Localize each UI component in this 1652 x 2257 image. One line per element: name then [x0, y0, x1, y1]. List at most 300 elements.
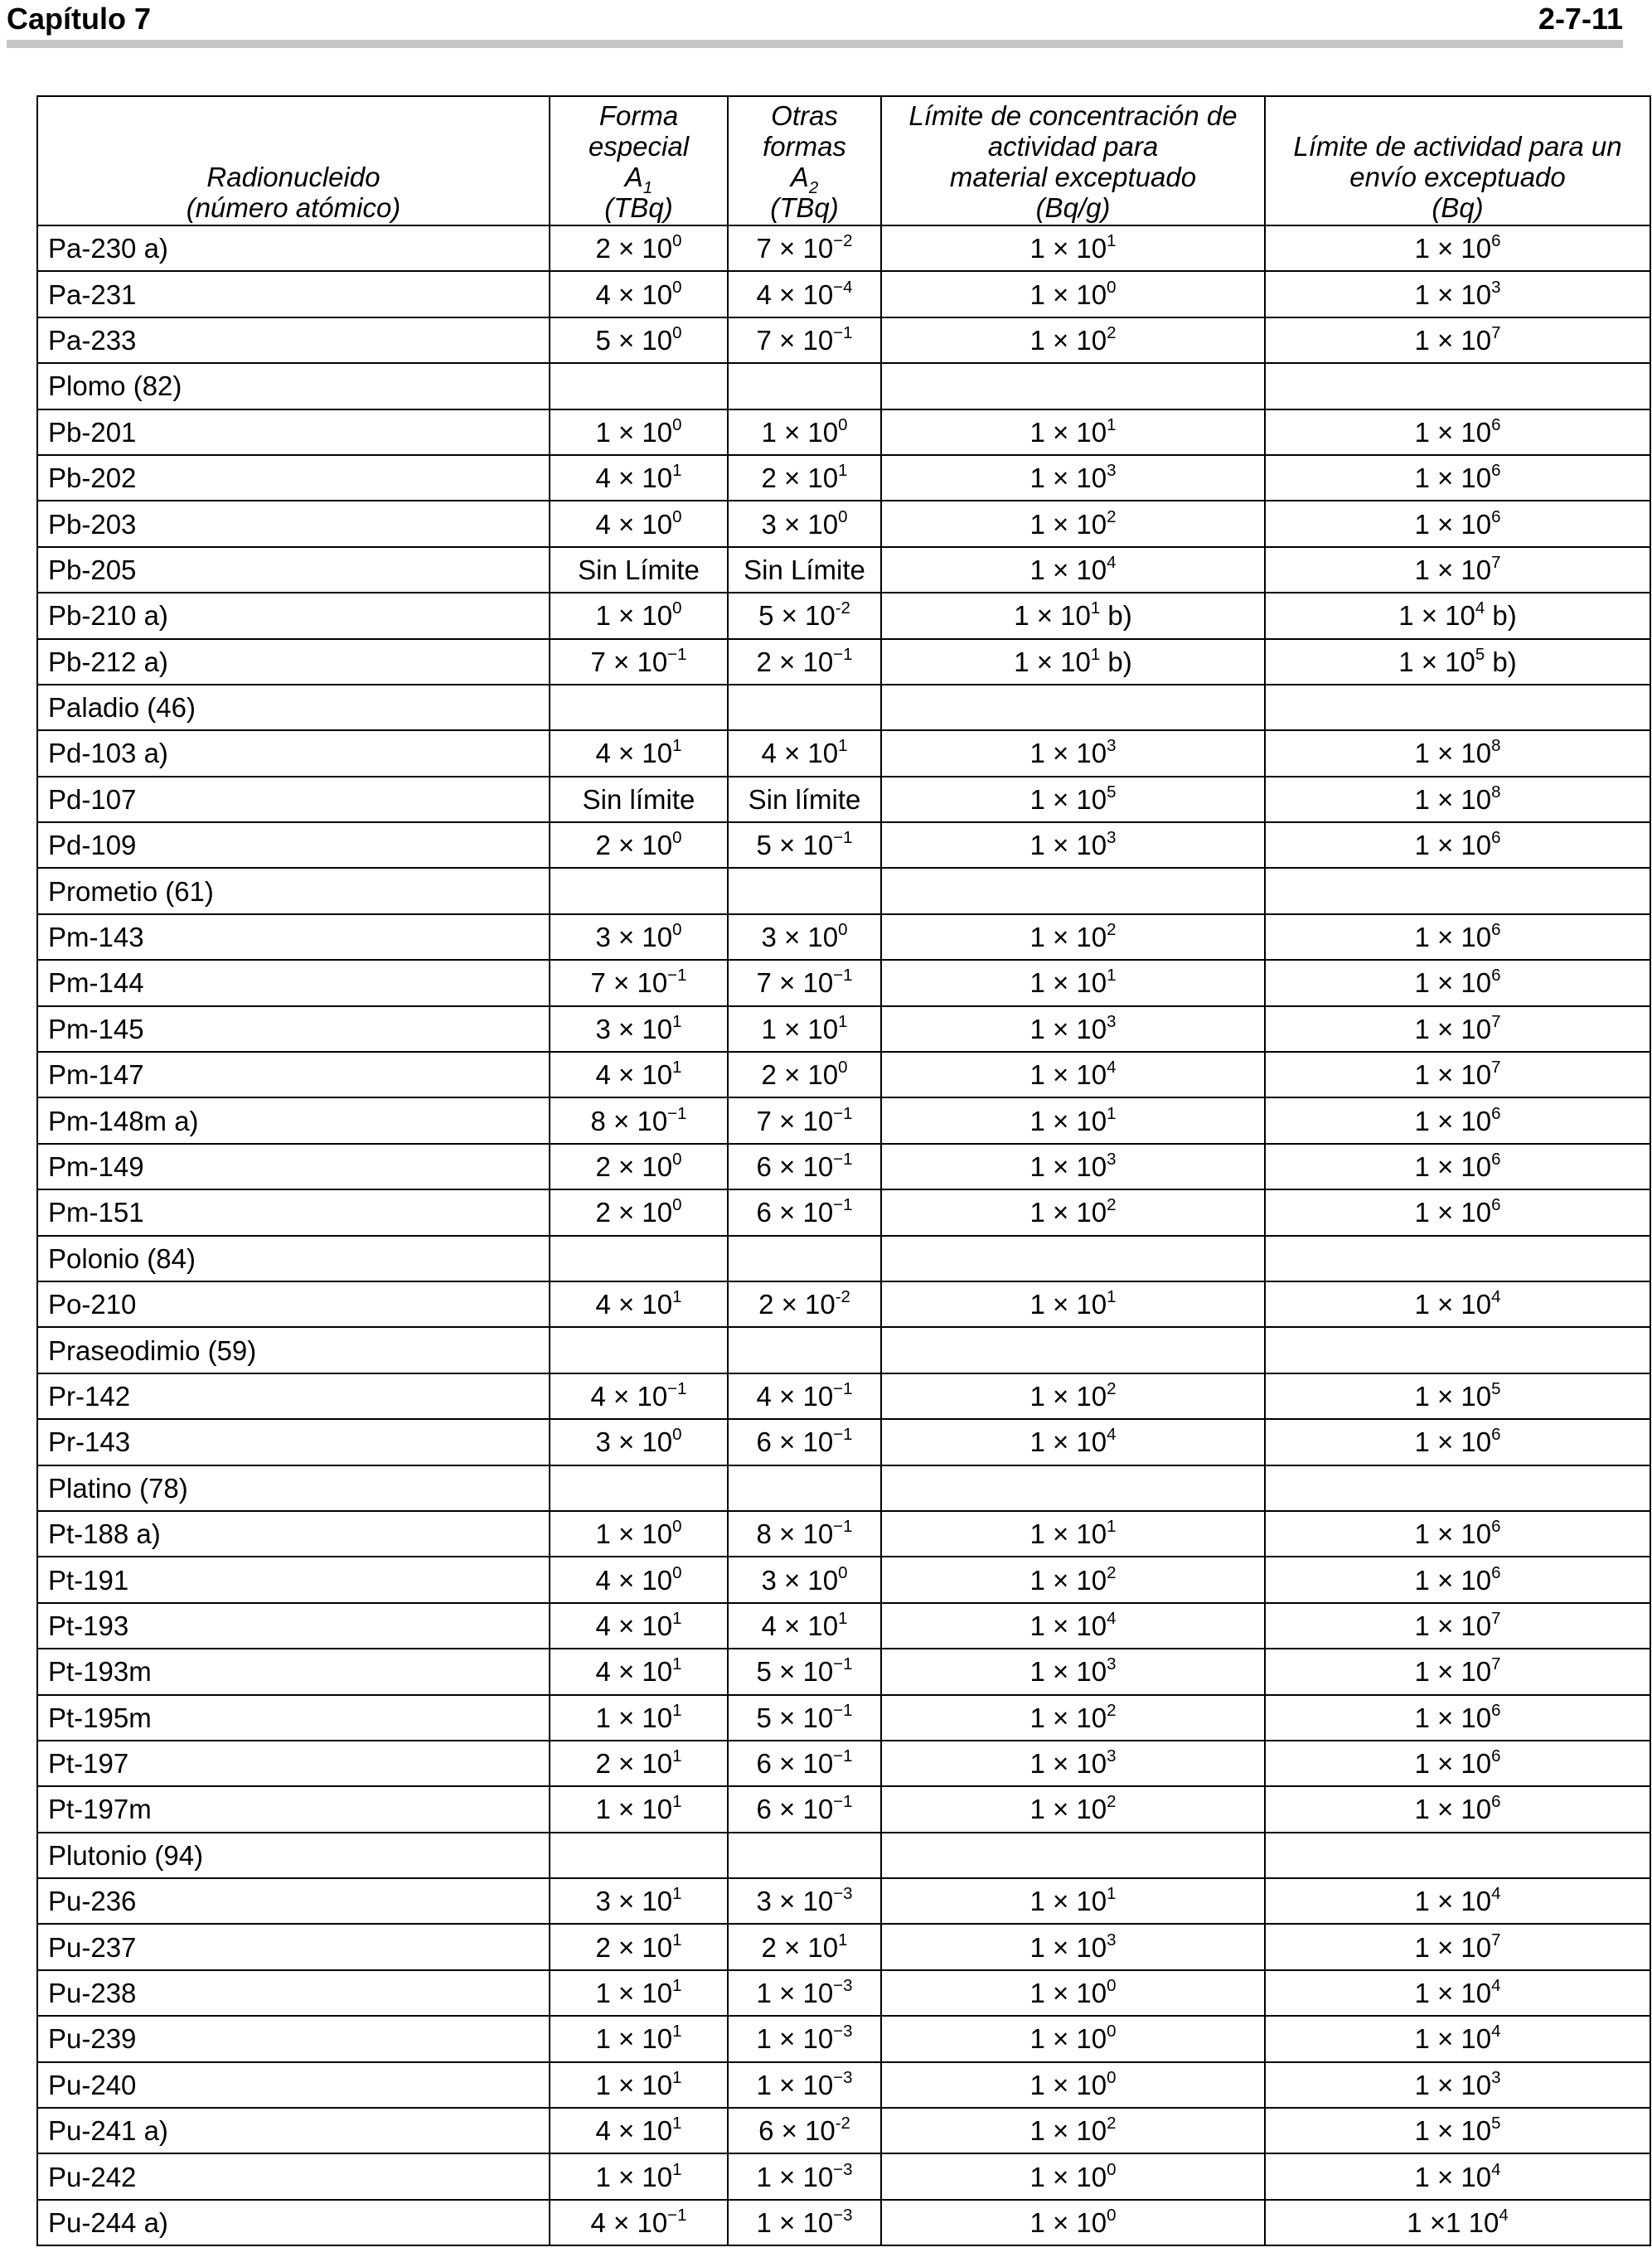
cell-exponent: 3: [1107, 736, 1117, 756]
cell-base: 5 × 10: [756, 1702, 834, 1733]
cell-exponent: 6: [1491, 1792, 1501, 1812]
radionuclide-cell: Pu-242: [37, 2153, 550, 2199]
table-row: [37, 317, 1650, 363]
cell-base: 2 × 10: [595, 1151, 673, 1182]
cell-exponent: 6: [1491, 1562, 1501, 1582]
cell-base: 1 × 10: [595, 2161, 673, 2192]
value-cell: [550, 409, 728, 455]
cell-exponent: 2: [1107, 1562, 1117, 1582]
value-cell: [550, 501, 728, 546]
cell-exponent: 3: [1107, 1930, 1117, 1949]
cell-exponent: -2: [835, 598, 850, 618]
cell-base: 4 × 10: [595, 1656, 673, 1688]
cell-base: 7 × 10: [756, 233, 834, 264]
value-cell: [550, 1465, 728, 1511]
header-subscript: 1: [642, 178, 653, 197]
cell-base: 1 × 10: [1414, 1518, 1492, 1550]
value-cell: [550, 2200, 728, 2245]
cell-exponent: 4: [1491, 1884, 1501, 1904]
page-number: 2-7-11: [1538, 2, 1623, 36]
header-unit: (TBq): [604, 192, 673, 223]
radionuclide-cell: Pd-107: [37, 777, 550, 822]
value-cell: [881, 2200, 1265, 2245]
cell-exponent: 7: [1491, 1608, 1501, 1628]
cell-base: 3 × 10: [595, 922, 673, 953]
cell-base: 1 × 10: [1029, 2161, 1107, 2192]
cell-exponent: 4: [1491, 1976, 1501, 1996]
value-cell: [881, 1786, 1265, 1832]
cell-base: 1 × 10: [595, 600, 673, 632]
value-cell: [728, 1878, 881, 1924]
cell-base: 1 × 10: [1029, 1794, 1107, 1825]
cell-exponent: −4: [833, 277, 853, 297]
cell-exponent: 6: [1491, 461, 1501, 481]
cell-base: 1 × 10: [1029, 1289, 1107, 1320]
value-cell: [881, 1144, 1265, 1189]
value-cell: [728, 777, 881, 822]
cell-base: 1 × 10: [1029, 2023, 1107, 2055]
cell-exponent: 0: [1107, 1976, 1117, 1996]
cell-text: Sin límite: [748, 783, 861, 815]
value-cell: [881, 455, 1265, 501]
cell-base: 2 × 10: [595, 233, 673, 264]
cell-base: 1 × 10: [1029, 416, 1107, 448]
value-cell: [550, 2016, 728, 2061]
cell-exponent: −1: [833, 828, 853, 848]
value-cell: [728, 593, 881, 638]
cell-exponent: 0: [672, 1195, 682, 1215]
cell-base: 1 × 10: [1414, 416, 1492, 448]
cell-exponent: −1: [667, 1103, 687, 1123]
value-cell: [881, 1006, 1265, 1052]
cell-exponent: 1: [672, 2067, 682, 2087]
radionuclide-cell: Paladio (46): [37, 685, 550, 730]
value-cell: [728, 1144, 881, 1189]
value-cell: [881, 1878, 1265, 1924]
cell-base: 1 × 10: [1029, 1013, 1107, 1044]
value-cell: [1265, 730, 1650, 776]
cell-base: 1 × 10: [1029, 554, 1107, 585]
value-cell: [881, 1833, 1265, 1878]
cell-base: 2 × 10: [595, 1197, 673, 1228]
value-cell: [1265, 1006, 1650, 1052]
cell-exponent: 1: [672, 2159, 682, 2179]
cell-base: 1 × 10: [1029, 1748, 1107, 1780]
value-cell: [881, 1924, 1265, 1969]
table-row: [37, 593, 1650, 638]
cell-base: 5 × 10: [756, 830, 834, 861]
cell-exponent: 1: [672, 1654, 682, 1674]
cell-base: 1 × 10: [1414, 1610, 1492, 1641]
value-cell: [728, 1557, 881, 1602]
value-cell: [1265, 1511, 1650, 1557]
radionuclide-cell: Pd-103 a): [37, 730, 550, 776]
value-cell: [728, 1786, 881, 1832]
cell-exponent: 6: [1491, 1746, 1501, 1766]
cell-exponent: 3: [1107, 461, 1117, 481]
value-cell: [881, 777, 1265, 822]
value-cell: [881, 868, 1265, 913]
cell-base: 1 × 10: [1414, 1564, 1492, 1596]
value-cell: [1265, 363, 1650, 409]
cell-base: 1 × 10: [1029, 1656, 1107, 1688]
cell-exponent: 3: [1107, 1746, 1117, 1766]
table-row: [37, 455, 1650, 501]
cell-base: 1 × 10: [1414, 1794, 1492, 1825]
value-cell: [728, 1419, 881, 1465]
radionuclide-cell: Pm-147: [37, 1052, 550, 1097]
table-header-row: [37, 96, 1650, 225]
cell-exponent: 6: [1491, 1103, 1501, 1123]
cell-base: 1 × 10: [1414, 1105, 1492, 1136]
cell-exponent: 0: [838, 414, 848, 434]
value-cell: [550, 1786, 728, 1832]
value-cell: [728, 2153, 881, 2199]
cell-base: 7 × 10: [756, 967, 834, 999]
cell-base: 8 × 10: [590, 1105, 668, 1136]
cell-exponent: 6: [1491, 231, 1501, 251]
cell-exponent: 1: [838, 736, 848, 756]
cell-exponent: −2: [833, 231, 853, 251]
cell-exponent: 0: [672, 1517, 682, 1537]
value-cell: [728, 1924, 881, 1969]
value-cell: [550, 225, 728, 271]
value-cell: [1265, 1603, 1650, 1649]
value-cell: [1265, 455, 1650, 501]
value-cell: [728, 1695, 881, 1741]
cell-base: 4 × 10: [756, 278, 834, 310]
table-row: [37, 1006, 1650, 1052]
value-cell: [1265, 1557, 1650, 1602]
cell-base: 1 × 10: [1029, 278, 1107, 310]
cell-base: 1 × 10: [1029, 1610, 1107, 1641]
radionuclide-cell: Pb-205: [37, 547, 550, 593]
cell-base: 1 × 10: [1414, 1197, 1492, 1228]
value-cell: [1265, 1189, 1650, 1235]
value-cell: [1265, 271, 1650, 317]
cell-base: 1 × 10: [595, 1794, 673, 1825]
cell-exponent: −1: [833, 1195, 853, 1215]
header-line: formas: [763, 131, 846, 162]
header-line: Límite de actividad para un: [1293, 131, 1622, 162]
value-cell: [1265, 1741, 1650, 1786]
cell-exponent: 0: [1107, 2067, 1117, 2087]
header-line: actividad para: [987, 131, 1159, 162]
header-line: Otras: [771, 100, 838, 131]
value-cell: [1265, 1327, 1650, 1373]
cell-exponent: 6: [1491, 1150, 1501, 1169]
cell-base: 1 × 10: [1414, 463, 1492, 494]
cell-exponent: −1: [667, 966, 687, 986]
cell-exponent: 1: [1090, 598, 1101, 618]
cell-base: 1 × 10: [756, 2206, 834, 2238]
value-cell: [881, 317, 1265, 363]
cell-base: 1 × 10: [1414, 2161, 1492, 2192]
value-cell: [881, 1603, 1265, 1649]
value-cell: [550, 1006, 728, 1052]
cell-base: 1 × 10: [756, 1978, 834, 2009]
value-cell: [1265, 822, 1650, 868]
cell-exponent: 1: [1107, 1287, 1117, 1307]
value-cell: [728, 547, 881, 593]
radionuclide-cell: Pa-233: [37, 317, 550, 363]
cell-base: 7 × 10: [756, 324, 834, 356]
value-cell: [881, 1970, 1265, 2016]
table-row: [37, 960, 1650, 1005]
cell-base: 1 × 10: [1029, 2206, 1107, 2238]
cell-base: 6 × 10: [756, 1151, 834, 1182]
cell-base: 6 × 10: [756, 1748, 834, 1780]
cell-exponent: 1: [1107, 966, 1117, 986]
value-cell: [1265, 1786, 1650, 1832]
value-cell: [550, 639, 728, 685]
cell-exponent: 5: [1491, 1378, 1501, 1398]
cell-exponent: −1: [833, 1150, 853, 1169]
value-cell: [881, 593, 1265, 638]
value-cell: [728, 2200, 881, 2245]
cell-exponent: 1: [672, 1608, 682, 1628]
table-row: [37, 914, 1650, 960]
table-row: [37, 1924, 1650, 1969]
radionuclide-cell: Pt-193: [37, 1603, 550, 1649]
radionuclide-cell: Polonio (84): [37, 1236, 550, 1281]
value-cell: [881, 409, 1265, 455]
cell-exponent: 4: [1107, 1608, 1117, 1628]
cell-base: 1 × 10: [1414, 1426, 1492, 1458]
cell-base: 4 × 10: [595, 2115, 673, 2147]
value-cell: [728, 1511, 881, 1557]
value-cell: [881, 1465, 1265, 1511]
cell-base: 3 × 10: [595, 1013, 673, 1044]
cell-exponent: 8: [1491, 736, 1501, 756]
value-cell: [881, 1097, 1265, 1143]
cell-exponent: 1: [672, 1011, 682, 1031]
cell-exponent: 7: [1491, 1930, 1501, 1949]
header-subscript: 2: [808, 178, 819, 197]
cell-base: 4 × 10: [595, 508, 673, 540]
radionuclide-cell: Pb-201: [37, 409, 550, 455]
cell-base: 1 × 10: [1414, 967, 1492, 999]
value-cell: [1265, 1465, 1650, 1511]
cell-exponent: −1: [833, 1425, 853, 1445]
value-cell: [550, 1281, 728, 1327]
value-cell: [1265, 2200, 1650, 2245]
cell-base: 1 × 10: [595, 1978, 673, 2009]
table-row: [37, 2200, 1650, 2245]
value-cell: [881, 1236, 1265, 1281]
cell-base: 1 ×1 10: [1407, 2206, 1499, 2238]
radionuclide-cell: Pr-142: [37, 1373, 550, 1419]
cell-exponent: 4: [1491, 2022, 1501, 2041]
cell-exponent: 0: [672, 506, 682, 526]
value-cell: [881, 501, 1265, 546]
value-cell: [1265, 1281, 1650, 1327]
value-cell: [728, 1236, 881, 1281]
value-cell: [728, 822, 881, 868]
cell-exponent: 1: [838, 1011, 848, 1031]
value-cell: [1265, 1649, 1650, 1694]
cell-base: 1 × 10: [1414, 2115, 1492, 2147]
value-cell: [728, 271, 881, 317]
value-cell: [1265, 501, 1650, 546]
cell-base: 1 × 10: [1029, 1978, 1107, 2009]
cell-exponent: 1: [672, 1746, 682, 1766]
value-cell: [728, 455, 881, 501]
cell-exponent: 1: [672, 461, 682, 481]
cell-base: 1 × 10: [1029, 967, 1107, 999]
table-row: [37, 1097, 1650, 1143]
cell-base: 4 × 10: [590, 2206, 668, 2238]
cell-exponent: −1: [833, 644, 853, 664]
value-cell: [1265, 1419, 1650, 1465]
radionuclide-cell: Pm-144: [37, 960, 550, 1005]
value-cell: [881, 822, 1265, 868]
cell-base: 1 × 10: [1414, 278, 1492, 310]
radionuclide-cell: Pu-236: [37, 1878, 550, 1924]
radionuclide-cell: Pt-197: [37, 1741, 550, 1786]
value-cell: [550, 1144, 728, 1189]
value-cell: [881, 914, 1265, 960]
value-cell: [881, 1557, 1265, 1602]
value-cell: [728, 1649, 881, 1694]
element-group-row: [37, 1833, 1650, 1878]
cell-exponent: 2: [1107, 1378, 1117, 1398]
radionuclide-cell: Pm-145: [37, 1006, 550, 1052]
radionuclide-cell: Pu-244 a): [37, 2200, 550, 2245]
value-cell: [1265, 1097, 1650, 1143]
col-header-radionuclide: [37, 96, 550, 225]
value-cell: [728, 639, 881, 685]
col-header-special-form: [550, 96, 728, 225]
value-cell: [881, 1281, 1265, 1327]
cell-base: 1 × 10: [1414, 1931, 1492, 1963]
cell-exponent: 4: [1475, 598, 1485, 618]
cell-exponent: 1: [672, 1976, 682, 1996]
header-symbol: A: [624, 162, 643, 192]
cell-base: 4 × 10: [595, 278, 673, 310]
value-cell: [1265, 1695, 1650, 1741]
value-cell: [550, 363, 728, 409]
cell-base: 1 × 10: [1414, 922, 1492, 953]
cell-base: 1 × 10: [1414, 1151, 1492, 1182]
value-cell: [881, 2016, 1265, 2061]
value-cell: [728, 1833, 881, 1878]
cell-exponent: 7: [1491, 1654, 1501, 1674]
cell-base: 1 × 10: [1014, 646, 1091, 677]
cell-base: 1 × 10: [1029, 1105, 1107, 1136]
cell-base: 8 × 10: [756, 1518, 834, 1550]
radionuclide-cell: Pm-148m a): [37, 1097, 550, 1143]
value-cell: [881, 1511, 1265, 1557]
value-cell: [728, 960, 881, 1005]
radionuclide-cell: Platino (78): [37, 1465, 550, 1511]
cell-exponent: 0: [1107, 2022, 1117, 2041]
value-cell: [1265, 1970, 1650, 2016]
table-row: [37, 271, 1650, 317]
value-cell: [1265, 1144, 1650, 1189]
value-cell: [881, 1419, 1265, 1465]
value-cell: [728, 685, 881, 730]
cell-exponent: −1: [833, 322, 853, 342]
element-group-row: [37, 1327, 1650, 1373]
value-cell: [1265, 639, 1650, 685]
value-cell: [881, 1052, 1265, 1097]
cell-base: 1 × 10: [1029, 922, 1107, 953]
cell-base: 5 × 10: [758, 600, 836, 632]
cell-exponent: 3: [1107, 1150, 1117, 1169]
value-cell: [881, 1649, 1265, 1694]
cell-base: 2 × 10: [595, 1931, 673, 1963]
cell-exponent: 8: [1491, 782, 1501, 802]
radionuclide-cell: Pt-191: [37, 1557, 550, 1602]
cell-base: 4 × 10: [595, 1289, 673, 1320]
value-cell: [550, 822, 728, 868]
cell-exponent: −1: [833, 1378, 853, 1398]
table-row: [37, 409, 1650, 455]
cell-base: 6 × 10: [758, 2115, 836, 2147]
cell-base: 1 × 10: [1029, 2115, 1107, 2147]
table-row: [37, 1052, 1650, 1097]
value-cell: [728, 2016, 881, 2061]
table-row: [37, 2016, 1650, 2061]
table-body: [37, 225, 1650, 2245]
cell-base: 1 × 10: [1029, 2069, 1107, 2100]
cell-base: 1 × 10: [1414, 1059, 1492, 1091]
cell-base: 1 × 10: [1029, 1564, 1107, 1596]
chapter-title: Capítulo 7: [7, 2, 152, 36]
value-cell: [881, 639, 1265, 685]
table-row: [37, 1419, 1650, 1465]
radionuclide-cell: Pu-238: [37, 1970, 550, 2016]
value-cell: [1265, 2153, 1650, 2199]
value-cell: [550, 777, 728, 822]
cell-exponent: −1: [667, 2205, 687, 2225]
cell-exponent: 0: [1107, 2159, 1117, 2179]
cell-text: Sin límite: [582, 783, 695, 815]
value-cell: [550, 2062, 728, 2108]
value-cell: [1265, 2016, 1650, 2061]
cell-exponent: 3: [1491, 2067, 1501, 2087]
radionuclide-table: [36, 95, 1651, 2246]
cell-base: 1 × 10: [1029, 324, 1107, 356]
radionuclide-cell: Pu-237: [37, 1924, 550, 1969]
cell-exponent: 5: [1107, 782, 1117, 802]
cell-base: 1 × 10: [1029, 1886, 1107, 1917]
cell-exponent: −1: [833, 1517, 853, 1537]
value-cell: [1265, 409, 1650, 455]
value-cell: [550, 1419, 728, 1465]
cell-base: 1 × 10: [1029, 1426, 1107, 1458]
value-cell: [728, 1465, 881, 1511]
cell-base: 1 × 10: [1414, 324, 1492, 356]
value-cell: [1265, 1878, 1650, 1924]
radionuclide-cell: Pu-239: [37, 2016, 550, 2061]
cell-base: 2 × 10: [758, 1289, 836, 1320]
cell-base: 2 × 10: [595, 830, 673, 861]
value-cell: [728, 730, 881, 776]
cell-base: 1 × 10: [1414, 554, 1492, 585]
cell-exponent: 6: [1491, 1700, 1501, 1720]
cell-exponent: 1: [838, 1608, 848, 1628]
radionuclide-cell: Pm-143: [37, 914, 550, 960]
cell-base: 1 × 10: [761, 416, 839, 448]
value-cell: [728, 409, 881, 455]
cell-exponent: 1: [1090, 644, 1101, 664]
value-cell: [728, 1189, 881, 1235]
table-row: [37, 1970, 1650, 2016]
cell-base: 1 × 10: [1029, 1931, 1107, 1963]
value-cell: [881, 730, 1265, 776]
